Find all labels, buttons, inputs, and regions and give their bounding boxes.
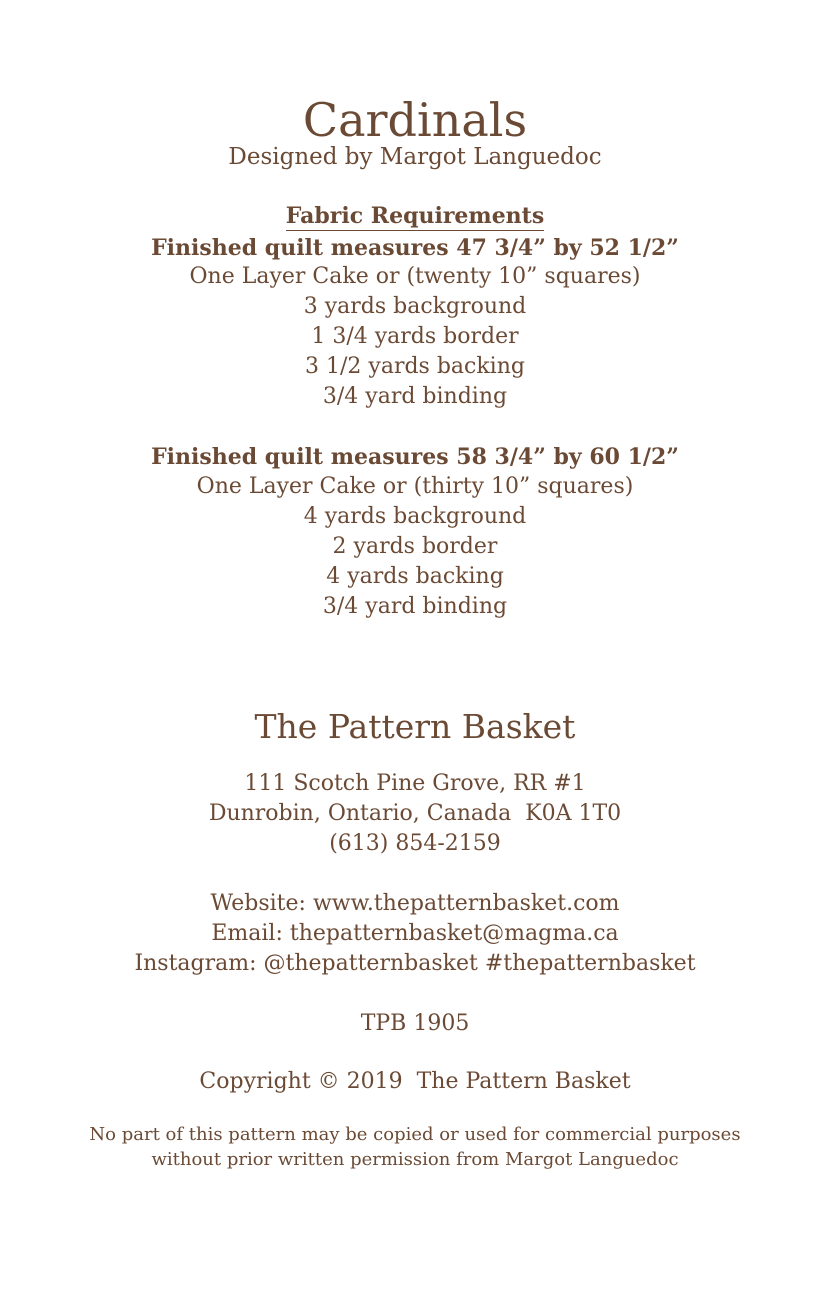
- size1-item: 3 1/2 yards backing: [305, 354, 525, 379]
- size2-item: One Layer Cake or (thirty 10” squares): [196, 474, 634, 499]
- size1-item: 3/4 yard binding: [322, 384, 508, 409]
- company-phone: (613) 854-2159: [329, 831, 501, 856]
- size2-measure: Finished quilt measures 58 3/4” by 60 1/2”: [151, 444, 679, 470]
- company-address-line2: Dunrobin, Ontario, Canada K0A 1T0: [208, 801, 622, 826]
- size2-item: 4 yards background: [303, 504, 527, 529]
- company-email[interactable]: Email: thepatternbasket@magma.ca: [211, 921, 619, 946]
- size1-item: 1 3/4 yards border: [311, 324, 519, 349]
- fabric-requirements-heading: Fabric Requirements: [285, 203, 545, 229]
- size2-item: 2 yards border: [332, 534, 498, 559]
- company-website[interactable]: Website: www.thepatternbasket.com: [210, 891, 620, 916]
- company-address-line1: 111 Scotch Pine Grove, RR #1: [244, 771, 586, 796]
- size1-item: One Layer Cake or (twenty 10” squares): [189, 264, 641, 289]
- notice-line2: without prior written permission from Margot Languedoc: [151, 1149, 679, 1170]
- company-instagram[interactable]: Instagram: @thepatternbasket #thepatternbasket: [134, 951, 696, 976]
- pattern-code: TPB 1905: [360, 1011, 470, 1036]
- company-name: The Pattern Basket: [254, 707, 576, 746]
- size1-item: 3 yards background: [303, 294, 527, 319]
- size2-item: 3/4 yard binding: [322, 594, 508, 619]
- notice-line1: No part of this pattern may be copied or used for commercial purposes: [89, 1124, 741, 1145]
- copyright-line: Copyright © 2019 The Pattern Basket: [199, 1069, 631, 1094]
- pattern-title: Cardinals: [302, 93, 528, 147]
- size2-item: 4 yards backing: [326, 564, 504, 589]
- designer-credit: Designed by Margot Languedoc: [228, 144, 602, 170]
- size1-measure: Finished quilt measures 47 3/4” by 52 1/2”: [151, 235, 679, 261]
